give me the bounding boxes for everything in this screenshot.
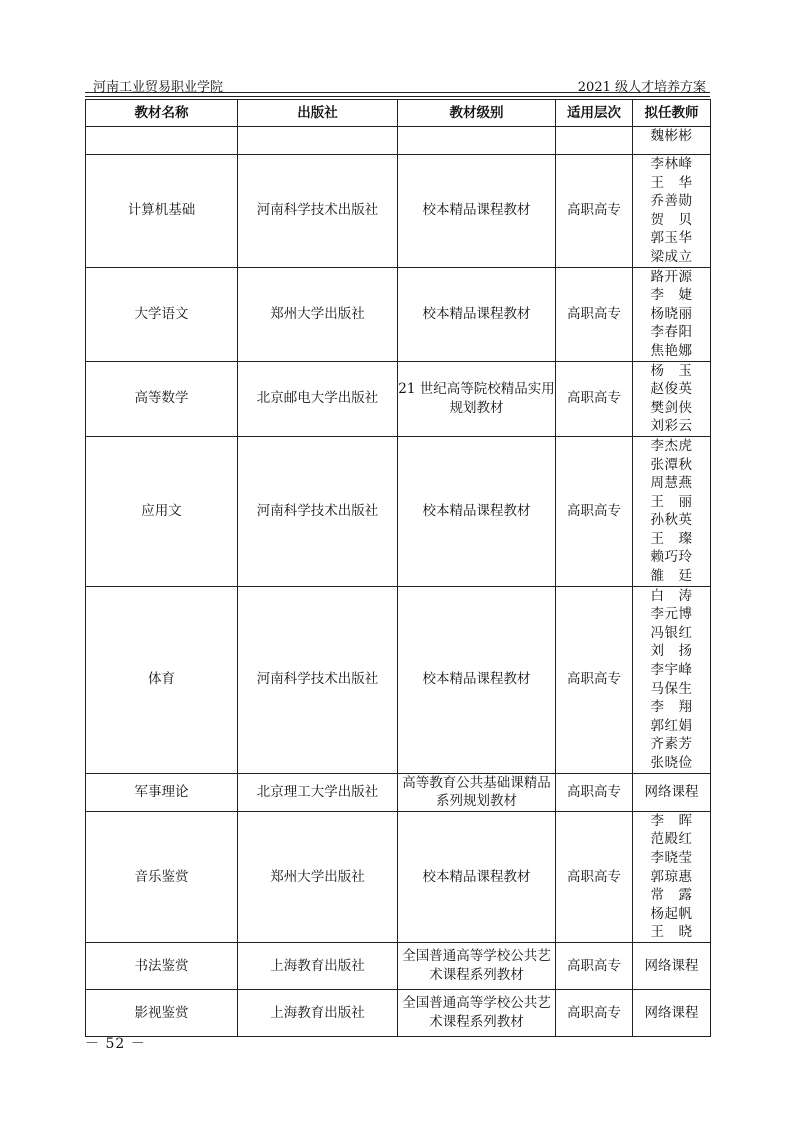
publisher-cell: 上海教育出版社 [238,942,398,989]
header-rule-thin [85,96,710,97]
level-cell: 21 世纪高等院校精品实用规划教材 [398,361,556,436]
teacher-name: 范殿红 [650,831,693,848]
course-name-cell: 音乐鉴赏 [86,811,238,942]
level-cell: 校本精品课程教材 [398,811,556,942]
scope-cell: 高职高专 [556,436,633,586]
teacher-name: 郭玉华 [650,230,693,247]
teachers-cell [633,811,711,942]
course-name-cell [86,127,238,155]
teacher-name: 齐素芳 [650,736,693,753]
publisher-cell: 北京邮电大学出版社 [238,361,398,436]
table-row [86,127,711,155]
course-name-cell: 大学语文 [86,267,238,361]
teacher-name: 王 华 [650,174,693,191]
teacher-name: 白 涛 [650,587,693,604]
teacher-name: 李春阳 [650,324,693,341]
teacher-name: 贺 贝 [650,211,693,228]
textbook-table [85,99,711,1037]
teacher-name: 刘彩云 [650,418,693,435]
scope-cell [556,127,633,155]
level-cell: 校本精品课程教材 [398,267,556,361]
course-name-cell: 应用文 [86,436,238,586]
table-row [86,773,711,811]
teacher-name: 李元博 [650,606,693,623]
scope-cell: 高职高专 [556,942,633,989]
teachers-cell [633,942,711,989]
scope-cell: 高职高专 [556,586,633,773]
scope-cell: 高职高专 [556,267,633,361]
teacher-name: 网络课程 [644,783,699,800]
col-header-teachers: 拟任教师 [633,100,711,127]
teacher-name: 赖巧玲 [650,549,693,566]
teacher-name: 孙秋英 [650,512,693,529]
teacher-name: 乔善勋 [650,193,693,210]
course-name-cell: 体育 [86,586,238,773]
course-name-cell: 书法鉴赏 [86,942,238,989]
course-name-cell: 影视鉴赏 [86,989,238,1036]
level-cell: 高等教育公共基础课精品系列规划教材 [398,773,556,811]
teachers-cell [633,586,711,773]
scope-cell: 高职高专 [556,361,633,436]
teacher-name: 焦艳娜 [650,342,693,359]
teacher-name: 李 婕 [650,287,693,304]
teacher-name: 李杰虎 [650,437,693,454]
teacher-name: 路开源 [650,268,693,285]
level-cell [398,127,556,155]
course-name-cell: 高等数学 [86,361,238,436]
teacher-name: 李 翔 [650,699,693,716]
teachers-cell [633,361,711,436]
teacher-name: 雒 廷 [650,568,693,585]
col-header-publisher: 出版社 [238,100,398,127]
teacher-name: 刘 扬 [650,643,693,660]
publisher-cell: 北京理工大学出版社 [238,773,398,811]
table-row [86,155,711,268]
teacher-name: 王 璨 [650,530,693,547]
running-header [85,74,710,94]
scope-cell: 高职高专 [556,155,633,268]
publisher-cell: 郑州大学出版社 [238,811,398,942]
teacher-name: 杨晓丽 [650,305,693,322]
document-title: 2021 级人才培养方案 [577,80,706,95]
level-cell: 校本精品课程教材 [398,586,556,773]
teacher-name: 周慧燕 [650,475,693,492]
teacher-name: 张晓俭 [650,755,693,771]
table-row [86,942,711,989]
teacher-name: 郭琼惠 [650,868,693,885]
teacher-name: 梁成立 [650,248,693,265]
school-name: 河南工业贸易职业学院 [93,80,224,95]
teacher-name: 常 露 [650,887,693,904]
teachers-cell [633,773,711,811]
teacher-name: 魏彬彬 [650,128,693,144]
col-header-scope: 适用层次 [556,100,633,127]
teacher-name: 张潭秋 [650,456,693,473]
table-row [86,361,711,436]
teacher-name: 王 丽 [650,493,693,510]
teachers-cell [633,436,711,586]
page-number: － 52 － [85,1036,146,1052]
col-header-level: 教材级别 [398,100,556,127]
table-row [86,267,711,361]
teacher-name: 赵俊英 [650,381,693,398]
course-name-cell: 计算机基础 [86,155,238,268]
teacher-name: 杨 玉 [650,362,693,379]
teacher-name: 樊剑侠 [650,399,693,416]
scope-cell: 高职高专 [556,811,633,942]
teachers-cell [633,989,711,1036]
publisher-cell: 河南科学技术出版社 [238,586,398,773]
scope-cell: 高职高专 [556,773,633,811]
teacher-name: 李 晖 [650,812,693,829]
scope-cell: 高职高专 [556,989,633,1036]
teacher-name: 网络课程 [644,957,699,974]
table-row [86,811,711,942]
teachers-cell [633,267,711,361]
col-header-name: 教材名称 [86,100,238,127]
table-row [86,436,711,586]
teachers-cell [633,155,711,268]
teacher-name: 郭红娟 [650,717,693,734]
publisher-cell: 郑州大学出版社 [238,267,398,361]
table-row [86,586,711,773]
publisher-cell: 河南科学技术出版社 [238,155,398,268]
level-cell: 全国普通高等学校公共艺术课程系列教材 [398,942,556,989]
level-cell: 校本精品课程教材 [398,155,556,268]
teacher-name: 李宇峰 [650,662,693,679]
teacher-name: 李晓莹 [650,849,693,866]
teacher-name: 马保生 [650,680,693,697]
teachers-cell [633,127,711,155]
course-name-cell: 军事理论 [86,773,238,811]
table-row [86,989,711,1036]
teacher-name: 冯银红 [650,624,693,641]
level-cell: 校本精品课程教材 [398,436,556,586]
header-rule [85,92,710,93]
teacher-name: 网络课程 [644,1004,699,1021]
publisher-cell: 上海教育出版社 [238,989,398,1036]
teacher-name: 王 晓 [650,924,693,941]
teacher-name: 李林峰 [650,156,693,172]
publisher-cell: 河南科学技术出版社 [238,436,398,586]
teacher-name: 杨起帆 [650,905,693,922]
publisher-cell [238,127,398,155]
level-cell: 全国普通高等学校公共艺术课程系列教材 [398,989,556,1036]
table-header-row [86,100,711,127]
